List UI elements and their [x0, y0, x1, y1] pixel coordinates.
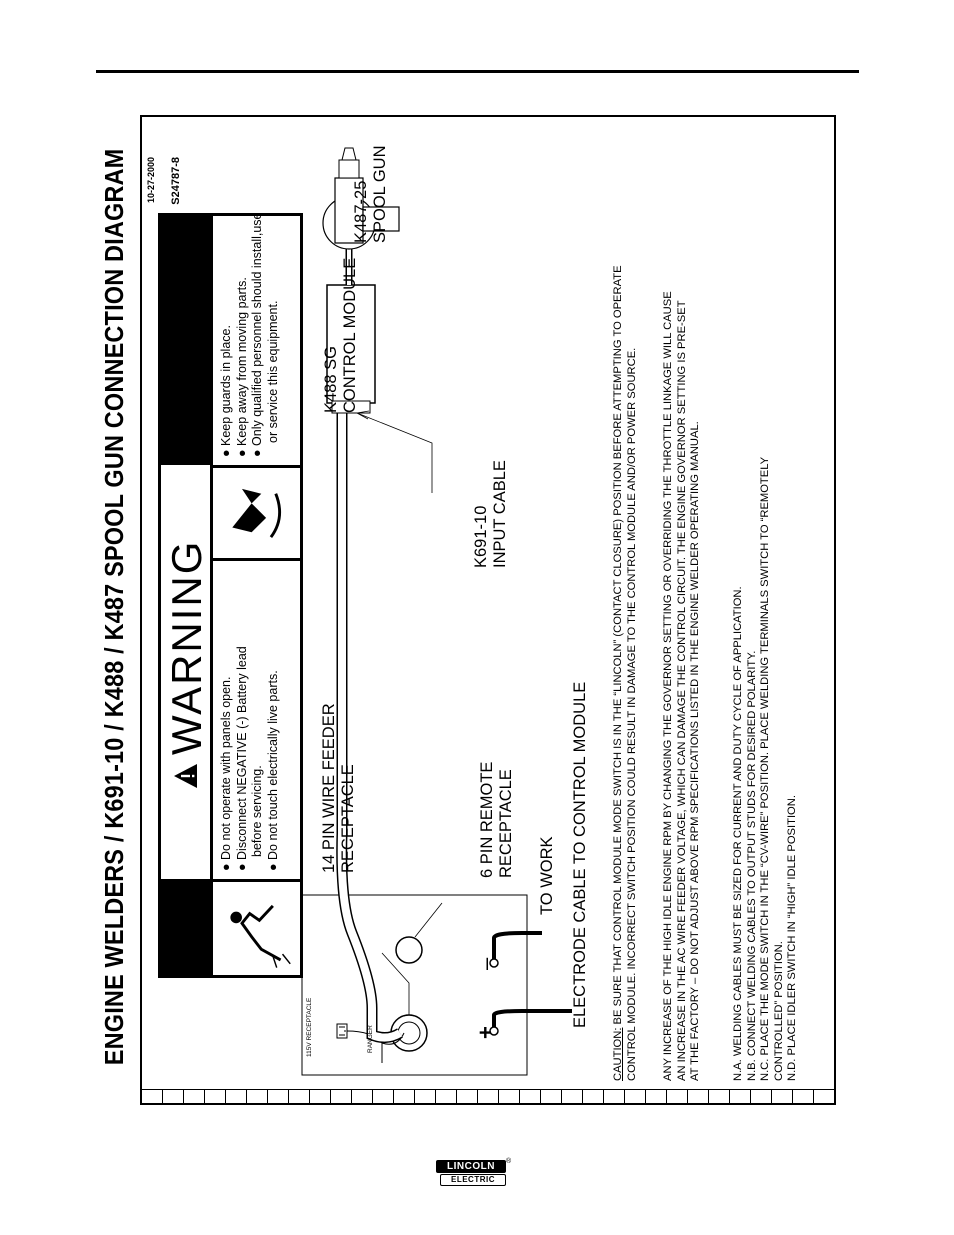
pin6-label-line2: RECEPTACLE	[497, 769, 515, 878]
warning-triangle-icon	[173, 763, 199, 789]
numbered-notes	[732, 457, 800, 1081]
warning-text-mechanical	[219, 212, 281, 457]
caution-label: CAUTION:	[612, 1027, 624, 1081]
k487-label-line2: SPOOL GUN	[371, 145, 389, 243]
warning-bar-right	[161, 216, 210, 465]
top-rule	[96, 70, 859, 73]
drawing-number: S24787-8	[170, 157, 182, 205]
electrode-cable	[494, 1011, 572, 1027]
lincoln-electric-logo	[436, 1160, 510, 1188]
pin6-label	[478, 762, 516, 878]
caution-line1: BE SURE THAT CONTROL MODULE MODE SWITCH IS IN THE “LINCOLN” (CONTACT CLOSURE) POSITION BEFORE ATTEMPTING TO OPERATE	[612, 265, 624, 1025]
k487-label-line1: K487-25	[352, 180, 370, 243]
warning-line: before servicing.	[250, 765, 264, 857]
moving-parts-icon	[213, 465, 300, 561]
receptacle-115v-label: 115V RECEPTACLE	[306, 997, 313, 1057]
warning-line: ● Do not operate with panels open.	[219, 676, 233, 871]
ranger-label: RANGER	[367, 1025, 374, 1053]
pin14-label-line2: RECEPTACLE	[339, 764, 357, 873]
rpm-line3: AT THE FACTORY – DO NOT ADJUST ABOVE RPM SPECIFICATIONS LISTED IN THE ENGINE WELDER OPERATING MANUAL.	[689, 421, 701, 1081]
pin6-label-line1: 6 PIN REMOTE	[478, 761, 496, 878]
revision-date: 10-27-2000	[146, 157, 156, 204]
negative-sign: –	[473, 957, 498, 970]
k487-label	[352, 146, 390, 244]
k691-label	[472, 460, 510, 568]
logo-top: LINCOLN	[436, 1160, 506, 1173]
logo-bottom: ELECTRIC	[440, 1174, 506, 1186]
k488-label	[322, 258, 360, 413]
warning-line: ● Keep away from moving parts.	[234, 277, 249, 457]
k691-label-line2: INPUT CABLE	[491, 460, 509, 568]
page-title: ENGINE WELDERS / K691-10 / K488 / K487 SPOOL GUN CONNECTION DIAGRAM	[101, 148, 129, 1066]
note-nc1: N.C. PLACE THE MODE SWITCH IN THE “CV-WIRE” POSITION. PLACE WELDING TERMINALS SWITCH TO “REMOTELY	[759, 456, 771, 1081]
warning-text-electrical	[219, 646, 281, 871]
k488-label-line1: K488 SG	[322, 346, 340, 413]
electric-shock-icon	[213, 879, 300, 975]
warning-line: or service this equipment.	[265, 300, 280, 443]
pin14-label	[320, 703, 358, 873]
work-cable	[494, 933, 542, 959]
to-work-label: TO WORK	[538, 836, 556, 915]
warning-heading: WARNING	[163, 539, 210, 755]
logo-registered: ®	[506, 1158, 512, 1165]
rpm-note	[662, 291, 703, 1081]
note-nb: N.B. CONNECT WELDING CABLES TO OUTPUT STUDS FOR DESIRED POLARITY.	[745, 650, 758, 1081]
rpm-line2: AN INCREASE IN THE AC WIRE FEEDER VOLTAGE, WHICH CAN DAMAGE THE CONTROL CIRCUIT. THE ENGINE GOVERNOR SETTING IS PRE-SET	[675, 300, 688, 1081]
pin6-receptacle	[396, 937, 422, 963]
rotated-page-content	[95, 110, 840, 1105]
warning-bar-left	[161, 879, 210, 975]
note-nc2: CONTROLLED” POSITION.	[772, 941, 785, 1081]
k691-label-line1: K691-10	[472, 505, 490, 568]
k488-label-line2: CONTROL MODULE	[341, 257, 359, 413]
diagram-frame	[140, 115, 836, 1105]
warning-box	[158, 213, 303, 978]
warning-line: ● Only qualified personnel should install,use	[250, 212, 264, 457]
positive-sign: +	[473, 1026, 498, 1039]
note-nd: N.D. PLACE IDLER SWITCH IN “HIGH” IDLE POSITION.	[786, 795, 798, 1081]
note-na: N.A. WELDING CABLES MUST BE SIZED FOR CURRENT AND DUTY CYCLE OF APPLICATION.	[732, 586, 744, 1081]
pin14-label-line1: 14 PIN WIRE FEEDER	[320, 703, 338, 873]
warning-line: ● Disconnect NEGATIVE (-) Battery lead	[234, 646, 249, 871]
warning-line: ● Do not touch electrically live parts.	[265, 670, 280, 871]
caution-note	[612, 265, 639, 1081]
rpm-line1: ANY INCREASE OF THE HIGH IDLE ENGINE RPM BY CHANGING THE GOVERNOR SETTING OR OVERRIDING THE THROTTLE LINKAGE WILL CAUSE	[662, 291, 674, 1081]
warning-line: ● Keep guards in place.	[219, 325, 233, 457]
electrode-cable-label: ELECTRODE CABLE TO CONTROL MODULE	[571, 681, 589, 1028]
caution-line2: CONTROL MODULE. INCORRECT SWITCH POSITION COULD RESULT IN DAMAGE TO THE CONTROL MODULE AND/OR POWER SOURCE.	[625, 347, 638, 1081]
welder-panel	[302, 895, 527, 1075]
warning-title-band	[161, 216, 213, 975]
